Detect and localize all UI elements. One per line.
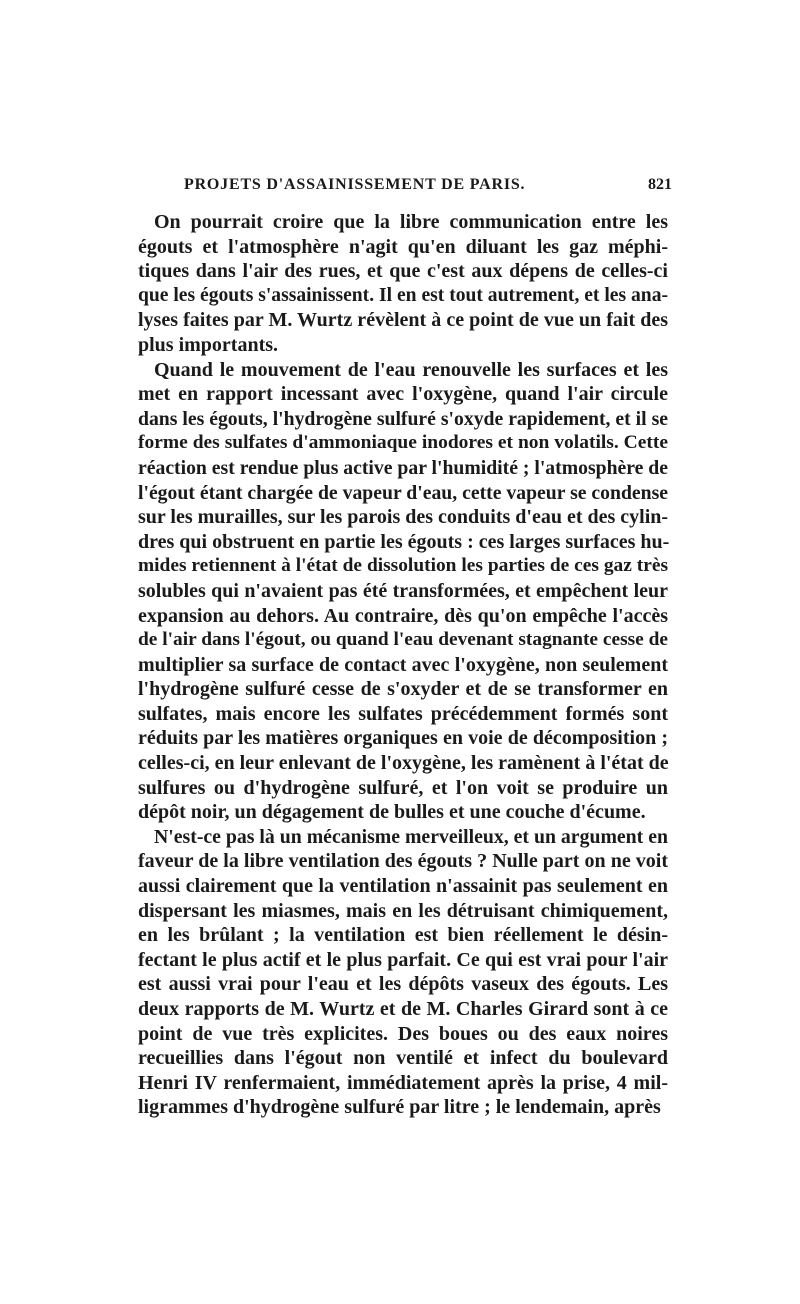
text-line: met en rapport incessant avec l'oxygène, quand l'air circule bbox=[138, 383, 668, 406]
text-line: sulfures ou d'hydrogène sulfuré, et l'on voit se produire un bbox=[138, 776, 668, 799]
paragraph-2 bbox=[138, 358, 668, 825]
text-line: tiques dans l'air des rues, et que c'est aux dépens de celles-ci bbox=[138, 260, 668, 283]
text-line: solubles qui n'avaient pas été transformées, et empêchent leur bbox=[138, 579, 668, 602]
text-line: plus importants. bbox=[138, 333, 279, 356]
text-line: fectant le plus actif et le plus parfait. Ce qui est vrai pour l'air bbox=[138, 948, 668, 971]
text-line: réduits par les matières organiques en voie de décomposition ; bbox=[138, 727, 668, 750]
text-line: sur les murailles, sur les parois des conduits d'eau et des cylin- bbox=[138, 506, 669, 529]
text-line: dres qui obstruent en partie les égouts : ces larges surfaces hu- bbox=[138, 530, 670, 553]
text-line: réaction est rendue plus active par l'humidité ; l'atmosphère de bbox=[138, 456, 668, 479]
text-line: Quand le mouvement de l'eau renouvelle les surfaces et les bbox=[154, 358, 668, 381]
text-line: dans les égouts, l'hydrogène sulfuré s'oxyde rapidement, et il se bbox=[138, 407, 668, 430]
text-line: dépôt noir, un dégagement de bulles et une couche d'écume. bbox=[138, 801, 646, 824]
paragraph-1 bbox=[138, 210, 668, 358]
text-line: faveur de la libre ventilation des égouts ? Nulle part on ne voit bbox=[138, 850, 668, 873]
text-line: l'hydrogène sulfuré cesse de s'oxyder et de se transformer en bbox=[138, 678, 668, 701]
text-line: est aussi vrai pour l'eau et les dépôts vaseux des égouts. Les bbox=[138, 973, 668, 996]
running-header bbox=[138, 176, 672, 198]
text-line: dispersant les miasmes, mais en les détruisant chimiquement, bbox=[138, 899, 668, 922]
text-line: de l'air dans l'égout, ou quand l'eau devenant stagnante cesse de bbox=[138, 629, 668, 651]
paragraph-3 bbox=[138, 825, 668, 1120]
text-line: celles-ci, en leur enlevant de l'oxygène, les ramènent à l'état de bbox=[138, 752, 669, 775]
text-line: que les égouts s'assainissent. Il en est tout autrement, et les ana- bbox=[138, 284, 668, 306]
text-line: égouts et l'atmosphère n'agit qu'en diluant les gaz méphi- bbox=[138, 235, 668, 258]
text-line: sulfates, mais encore les sulfates précédemment formés sont bbox=[138, 702, 668, 725]
header-title: PROJETS D'ASSAINISSEMENT DE PARIS. bbox=[184, 176, 526, 193]
text-line: point de vue très explicites. Des boues ou des eaux noires bbox=[138, 1022, 668, 1045]
text-line: en les brûlant ; la ventilation est bien réellement le désin- bbox=[138, 924, 668, 947]
text-line: ligrammes d'hydrogène sulfuré par litre ; le lendemain, après bbox=[138, 1096, 661, 1119]
text-line: aussi clairement que la ventilation n'assainit pas seulement en bbox=[138, 875, 668, 898]
text-line: N'est-ce pas là un mécanisme merveilleux, et un argument en bbox=[154, 825, 668, 848]
text-line: Henri IV renfermaient, immédiatement après la prise, 4 mil- bbox=[138, 1071, 668, 1094]
text-line: lyses faites par M. Wurtz révèlent à ce point de vue un fait des bbox=[138, 309, 668, 332]
body-text bbox=[138, 210, 668, 1120]
text-line: forme des sulfates d'ammoniaque inodores et non volatils. Cette bbox=[138, 432, 668, 454]
text-line: multiplier sa surface de contact avec l'oxygène, non seulement bbox=[138, 653, 668, 676]
page-number: 821 bbox=[648, 176, 672, 193]
text-line: expansion au dehors. Au contraire, dès qu'on empêche l'accès bbox=[138, 604, 668, 627]
text-line: recueillies dans l'égout non ventilé et infect du boulevard bbox=[138, 1047, 668, 1070]
text-line: deux rapports de M. Wurtz et de M. Charles Girard sont à ce bbox=[138, 998, 668, 1020]
text-line: l'égout étant chargée de vapeur d'eau, cette vapeur se condense bbox=[138, 481, 668, 504]
text-line: On pourrait croire que la libre communication entre les bbox=[154, 211, 668, 233]
text-line: mides retiennent à l'état de dissolution les parties de ces gaz très bbox=[138, 555, 668, 577]
